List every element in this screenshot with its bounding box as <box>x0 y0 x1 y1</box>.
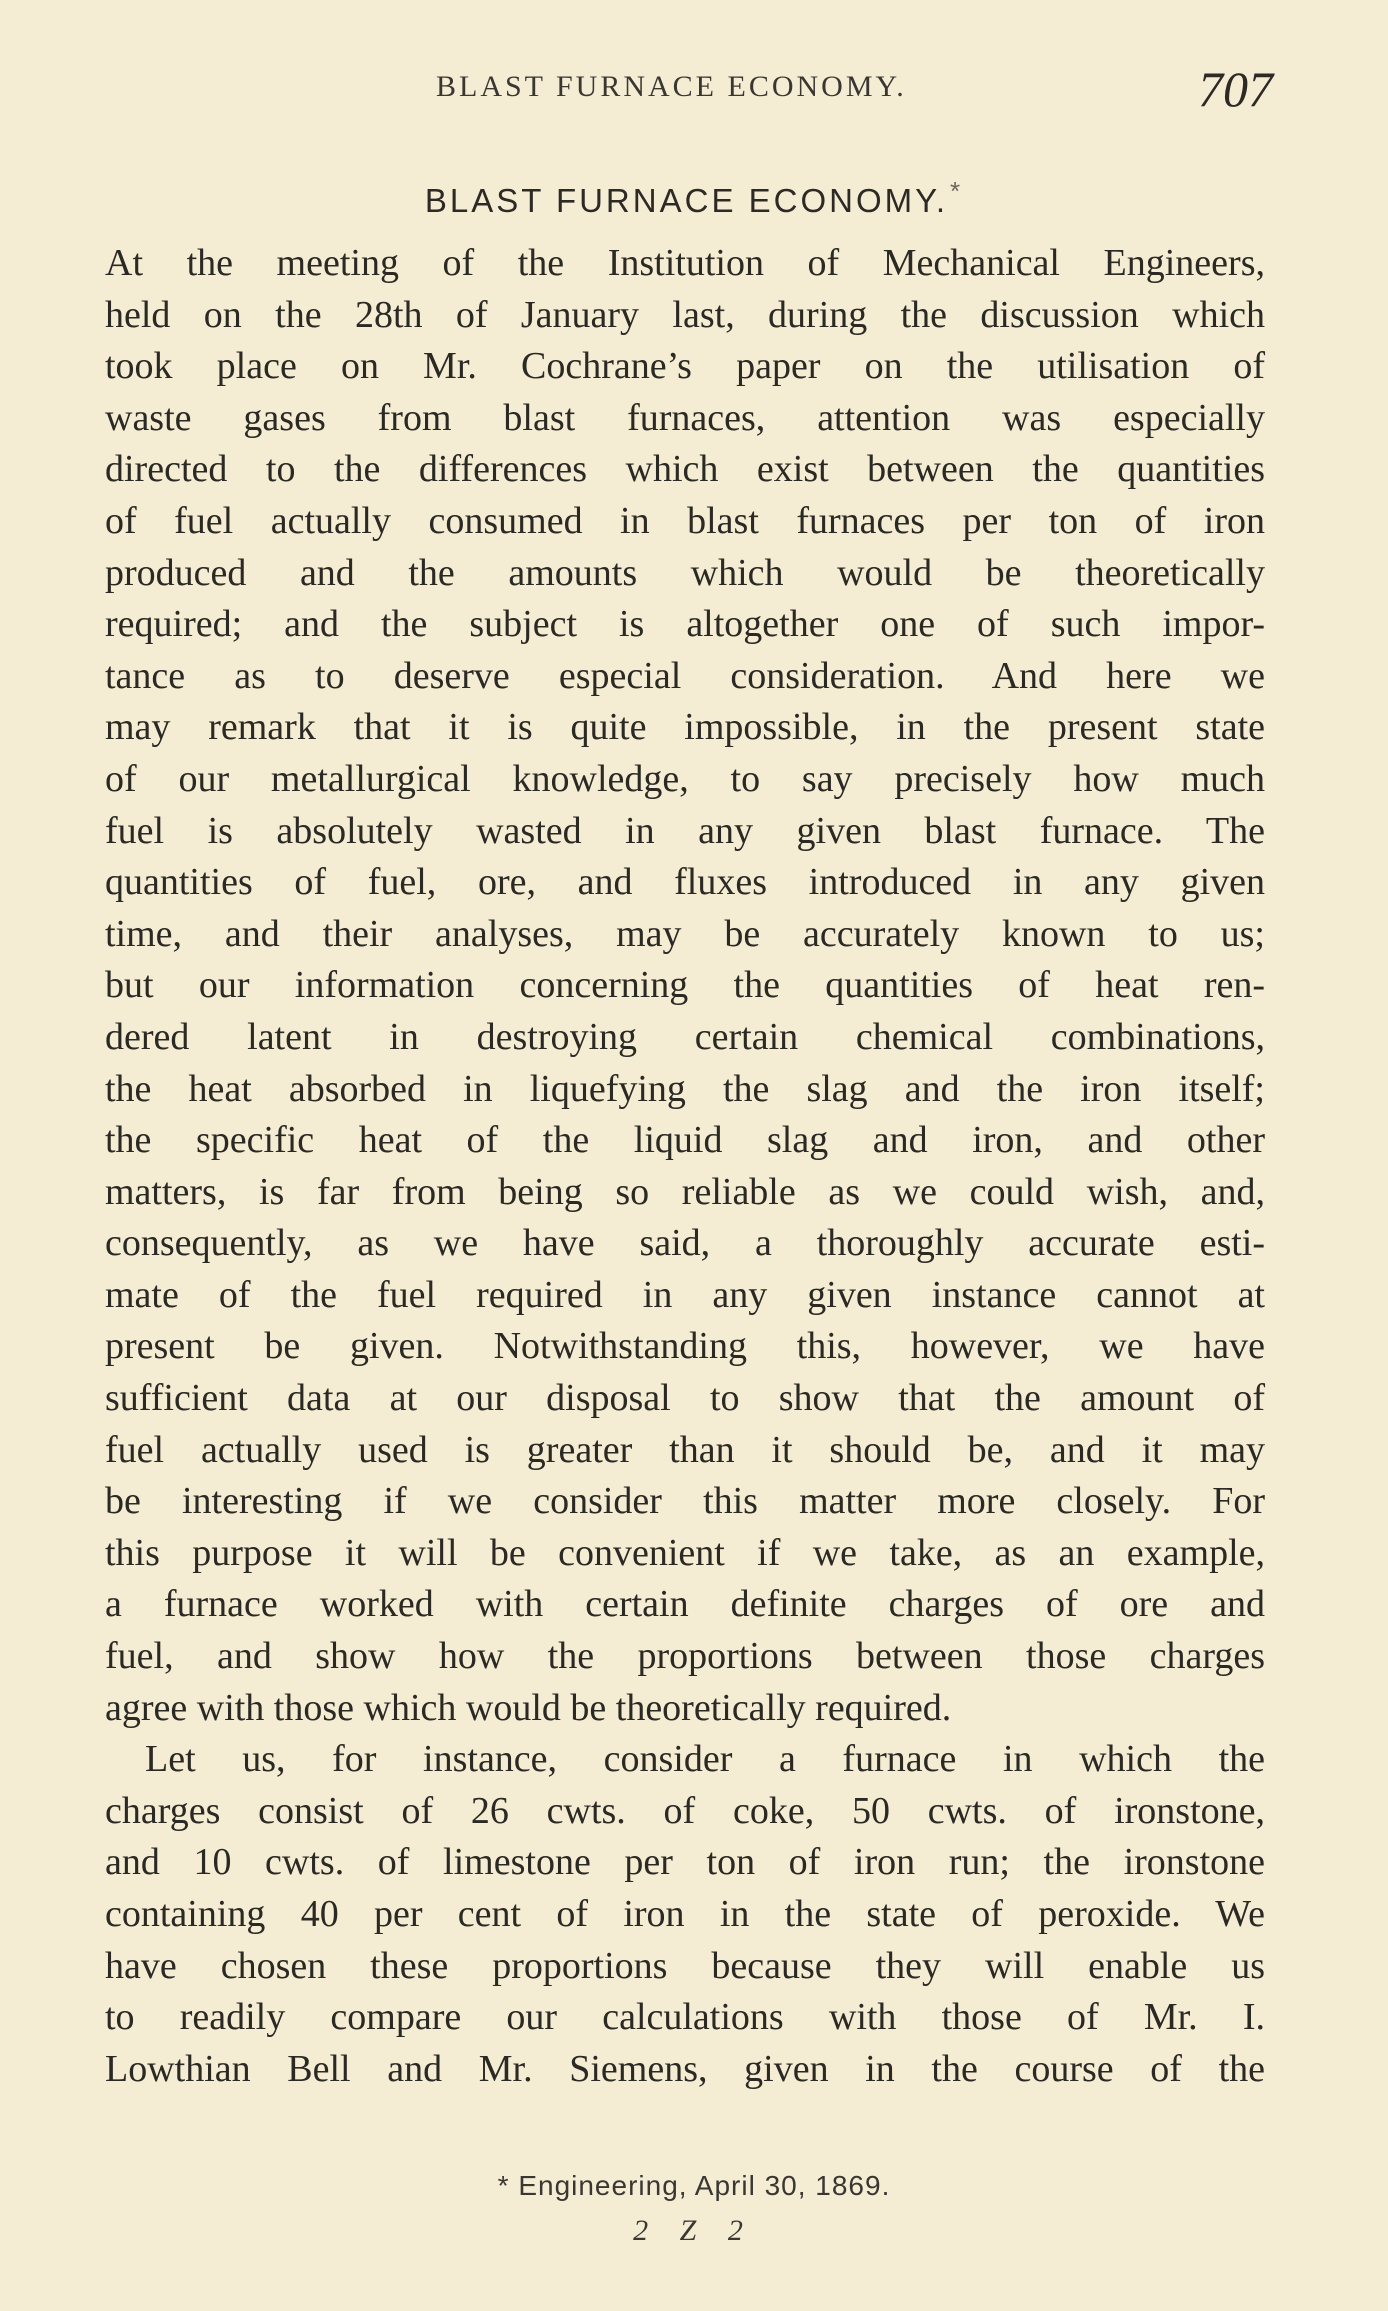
text-line: sufficient data at our disposal to show that the amount of <box>105 1377 1265 1420</box>
text-line: a furnace worked with certain definite charges of ore and <box>105 1583 1265 1626</box>
text-line: held on the 28th of January last, during the discussion which <box>105 293 1265 336</box>
text-line: and 10 cwts. of limestone per ton of iron run; the ironstone <box>105 1841 1265 1884</box>
signature-mark: 2 Z 2 <box>633 2214 755 2247</box>
text-line: of fuel actually consumed in blast furnaces per ton of iron <box>105 499 1265 542</box>
text-line: waste gases from blast furnaces, attention was especially <box>105 396 1265 439</box>
text-line: fuel, and show how the proportions between those charges <box>105 1635 1265 1678</box>
text-line: produced and the amounts which would be theoretically <box>105 551 1265 594</box>
text-line: of our metallurgical knowledge, to say precisely how much <box>105 757 1265 800</box>
text-line: required; and the subject is altogether one of such impor- <box>105 603 1265 646</box>
text-line: be interesting if we consider this matter more closely. For <box>105 1480 1265 1523</box>
article-title <box>0 176 1388 220</box>
text-line: but our information concerning the quantities of heat ren- <box>105 964 1265 1007</box>
text-line: At the meeting of the Institution of Mechanical Engineers, <box>105 242 1265 284</box>
text-line: consequently, as we have said, a thoroughly accurate esti- <box>105 1222 1265 1265</box>
text-line: have chosen these proportions because they will enable us <box>105 1944 1265 1987</box>
text-line: Lowthian Bell and Mr. Siemens, given in the course of the <box>105 2047 1265 2090</box>
text-line: charges consist of 26 cwts. of coke, 50 cwts. of ironstone, <box>105 1789 1265 1832</box>
text-line: time, and their analyses, may be accurately known to us; <box>105 912 1265 955</box>
text-line: to readily compare our calculations with those of Mr. I. <box>105 1996 1265 2039</box>
article-body <box>105 238 1265 2095</box>
text-line: tance as to deserve especial consideration. And here we <box>105 654 1265 697</box>
text-line: mate of the fuel required in any given instance cannot at <box>105 1273 1265 1316</box>
page-number: 707 <box>1198 61 1273 117</box>
text-line: directed to the differences which exist between the quantities <box>105 448 1265 491</box>
text-line: this purpose it will be convenient if we take, as an example, <box>105 1531 1265 1574</box>
text-line: the specific heat of the liquid slag and iron, and other <box>105 1119 1265 1162</box>
running-head <box>0 60 1388 120</box>
text-line: fuel actually used is greater than it should be, and it may <box>105 1428 1265 1471</box>
text-line: may remark that it is quite impossible, in the present state <box>105 706 1265 749</box>
text-line: the heat absorbed in liquefying the slag and the iron itself; <box>105 1067 1265 1110</box>
text-line: containing 40 per cent of iron in the state of peroxide. We <box>105 1893 1265 1935</box>
running-title: BLAST FURNACE ECONOMY. <box>436 70 907 103</box>
text-line: agree with those which would be theoretically required. <box>105 1686 952 1729</box>
text-line: took place on Mr. Cochrane’s paper on the utilisation of <box>105 345 1265 388</box>
footnote-mark: * <box>950 176 964 206</box>
text-line: fuel is absolutely wasted in any given blast furnace. The <box>105 809 1265 852</box>
text-line: present be given. Notwithstanding this, however, we have <box>105 1325 1265 1368</box>
text-line: dered latent in destroying certain chemical combinations, <box>105 1015 1265 1058</box>
text-line: Let us, for instance, consider a furnace in which the <box>145 1738 1265 1781</box>
footnote: * Engineering, April 30, 1869. <box>497 2170 891 2201</box>
article-title-text: BLAST FURNACE ECONOMY. <box>424 182 949 219</box>
text-line: matters, is far from being so reliable as we could wish, and, <box>105 1170 1265 1213</box>
text-line: quantities of fuel, ore, and fluxes introduced in any given <box>105 861 1265 904</box>
